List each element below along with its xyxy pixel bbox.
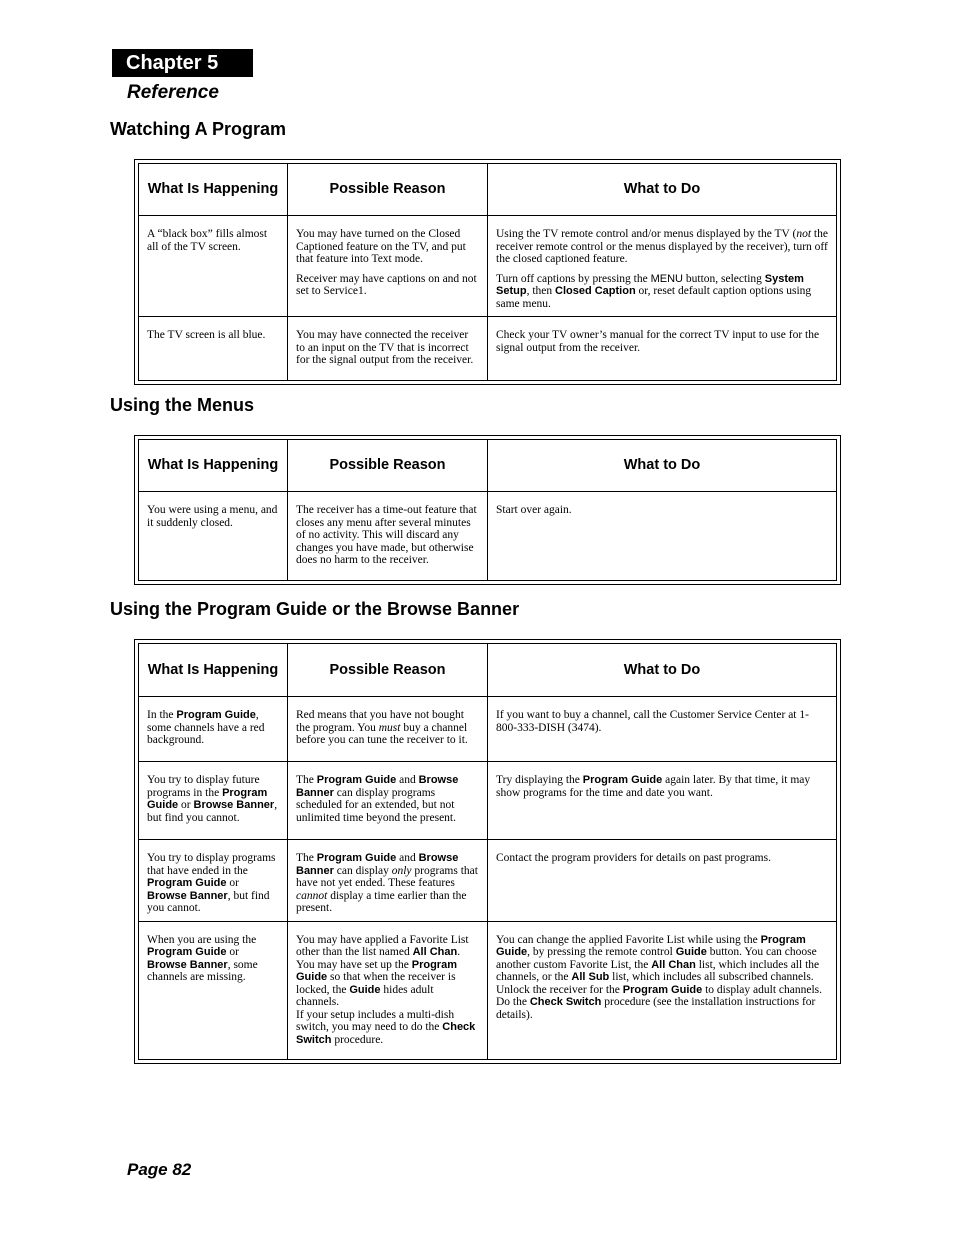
col-header-reason: Possible Reason <box>288 644 488 697</box>
cell-what: You try to display future programs in the Program Guide or Browse Banner, but find you cannot. <box>139 762 288 840</box>
table-row <box>139 840 837 922</box>
col-header-what: What Is Happening <box>139 644 288 697</box>
page-number: Page 82 <box>127 1160 192 1179</box>
table-row <box>139 317 837 381</box>
cell-reason: Red means that you have not bought the program. You must buy a channel before you can tune the receiver to it. <box>288 697 488 762</box>
table-row <box>139 216 837 317</box>
chapter-subtitle: Reference <box>127 82 219 103</box>
cell-reason: You may have connected the receiver to an input on the TV that is incorrect for the signal output from the receiver. <box>288 317 488 381</box>
chapter-label: Chapter 5 <box>112 49 253 77</box>
section-title-menus: Using the Menus <box>110 395 255 415</box>
section-title-guide: Using the Program Guide or the Browse Banner <box>110 599 520 619</box>
col-header-todo: What to Do <box>488 644 837 697</box>
cell-todo: If you want to buy a channel, call the Customer Service Center at 1-800-333-DISH (3474). <box>488 697 837 762</box>
col-header-what: What Is Happening <box>139 164 288 216</box>
col-header-reason: Possible Reason <box>288 440 488 492</box>
cell-what: A “black box” fills almost all of the TV screen. <box>139 216 288 317</box>
table-row <box>139 697 837 762</box>
col-header-reason: Possible Reason <box>288 164 488 216</box>
cell-todo: Using the TV remote control and/or menus displayed by the TV (not the receiver remote control or the menus displayed by the receiver), turn off the closed captioned feature. Turn off captions by pressing the MENU button, selecting System Setup, then Closed Caption or, reset default caption options using same menu. <box>488 216 837 317</box>
table-row <box>139 921 837 1059</box>
table-row <box>139 492 837 581</box>
col-header-todo: What to Do <box>488 164 837 216</box>
cell-todo: You can change the applied Favorite List while using the Program Guide, by pressing the remote control Guide button. You can choose another custom Favorite List, the All Chan list, which includes all the channels, or the All Sub list, which includes all subscribed channels. Unlock the receiver for the Program Guide to display adult channels. Do the Check Switch procedure (see the installation instructions for details). <box>488 921 837 1059</box>
table-guide <box>134 639 841 1064</box>
cell-what: You were using a menu, and it suddenly closed. <box>139 492 288 581</box>
cell-reason: You may have applied a Favorite List other than the list named All Chan. You may have set up the Program Guide so that when the receiver is locked, the Guide hides adult channels. If your setup includes a multi-dish switch, you may need to do the Check Switch procedure. <box>288 921 488 1059</box>
cell-todo: Start over again. <box>488 492 837 581</box>
cell-what: When you are using the Program Guide or Browse Banner, some channels are missing. <box>139 921 288 1059</box>
table-menus <box>134 435 841 585</box>
table-watching <box>134 159 841 385</box>
cell-todo: Try displaying the Program Guide again later. By that time, it may show programs for the time and date you want. <box>488 762 837 840</box>
cell-reason: The Program Guide and Browse Banner can display only programs that have not yet ended. These features cannot display a time earlier than the present. <box>288 840 488 922</box>
table-row <box>139 762 837 840</box>
cell-what: In the Program Guide, some channels have a red background. <box>139 697 288 762</box>
cell-what: You try to display programs that have ended in the Program Guide or Browse Banner, but find you cannot. <box>139 840 288 922</box>
cell-reason: The receiver has a time-out feature that closes any menu after several minutes of no activity. This will discard any changes you have made, but otherwise does no harm to the receiver. <box>288 492 488 581</box>
cell-todo: Check your TV owner’s manual for the correct TV input to use for the signal output from the receiver. <box>488 317 837 381</box>
cell-todo: Contact the program providers for details on past programs. <box>488 840 837 922</box>
cell-reason: The Program Guide and Browse Banner can display programs scheduled for an extended, but not unlimited time beyond the present. <box>288 762 488 840</box>
cell-reason: You may have turned on the Closed Captioned feature on the TV, and put that feature into Text mode. Receiver may have captions on and not set to Service1. <box>288 216 488 317</box>
section-title-watching: Watching A Program <box>110 119 287 139</box>
col-header-what: What Is Happening <box>139 440 288 492</box>
cell-what: The TV screen is all blue. <box>139 317 288 381</box>
col-header-todo: What to Do <box>488 440 837 492</box>
